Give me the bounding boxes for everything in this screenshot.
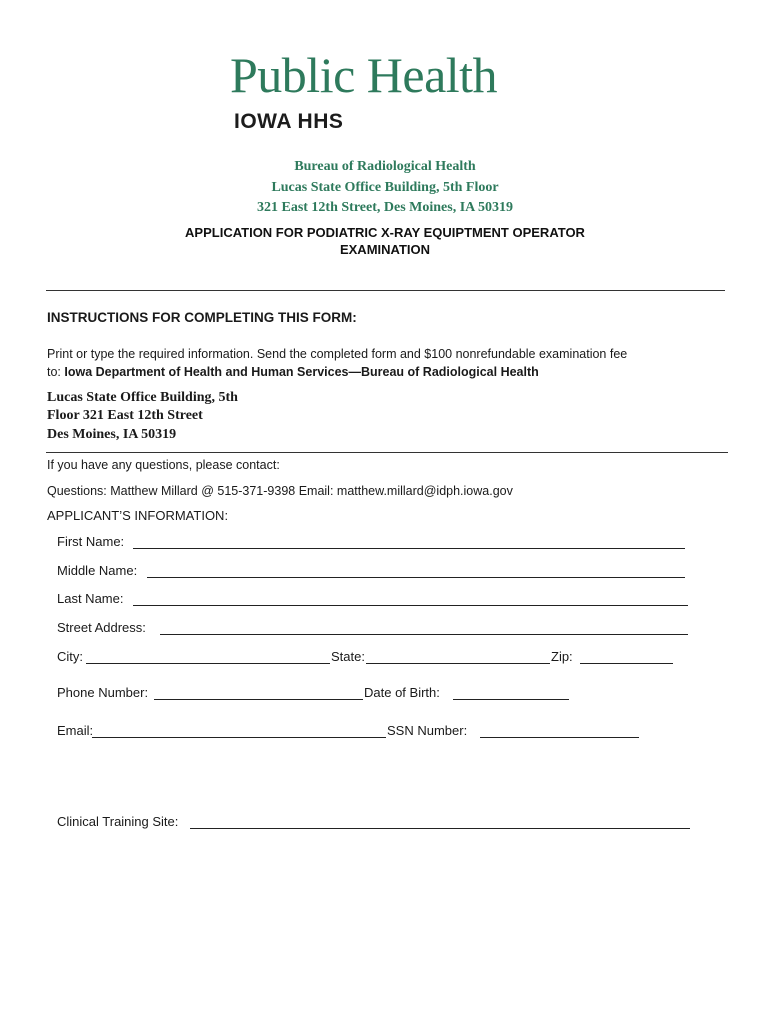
first-name-label: First Name: [57, 534, 125, 549]
first-name-field[interactable] [133, 548, 685, 549]
city-label: City: [57, 649, 83, 664]
state-label: State: [331, 649, 365, 664]
form-title-line1: APPLICATION FOR PODIATRIC X-RAY EQUIPTMENT OPERATOR [185, 225, 585, 240]
instructions-line1: Print or type the required information. Send the completed form and $100 nonrefundable examination fee [47, 347, 628, 361]
bureau-street: 321 East 12th Street, Des Moines, IA 50319 [256, 200, 513, 215]
clinical-site-field[interactable] [190, 828, 690, 829]
last-name-label: Last Name: [57, 591, 124, 606]
form-title [0, 224, 770, 258]
last-name-field[interactable] [133, 605, 688, 606]
logo-subtitle: IOWA HHS [234, 110, 344, 133]
dob-field[interactable] [453, 699, 569, 700]
state-field[interactable] [366, 663, 550, 664]
bureau-building: Lucas State Office Building, 5th Floor [271, 180, 499, 195]
instructions-to: to: [47, 365, 65, 379]
email-label: Email: [57, 723, 94, 738]
divider-top [46, 290, 725, 291]
address-line1: Lucas State Office Building, 5th [47, 390, 238, 405]
middle-name-label: Middle Name: [57, 563, 138, 578]
street-address-label: Street Address: [57, 620, 146, 635]
city-field[interactable] [86, 663, 330, 664]
email-field[interactable] [92, 737, 386, 738]
dob-label: Date of Birth: [364, 685, 440, 700]
instructions-heading: INSTRUCTIONS FOR COMPLETING THIS FORM: [47, 310, 357, 325]
applicant-heading: APPLICANT’S INFORMATION: [47, 508, 229, 523]
bureau-name: Bureau of Radiological Health [294, 159, 476, 174]
clinical-site-label: Clinical Training Site: [57, 814, 179, 829]
address-line2: Floor 321 East 12th Street [47, 408, 203, 423]
zip-label: Zip: [551, 649, 573, 664]
instructions-line2 [47, 365, 539, 379]
phone-field[interactable] [154, 699, 363, 700]
zip-field[interactable] [580, 663, 673, 664]
street-address-field[interactable] [160, 634, 688, 635]
contact-details: Questions: Matthew Millard @ 515-371-9398 Email: matthew.millard@idph.iowa.gov [47, 484, 513, 498]
address-line3: Des Moines, IA 50319 [47, 427, 177, 442]
middle-name-field[interactable] [147, 577, 685, 578]
phone-label: Phone Number: [57, 685, 149, 700]
form-title-line2: EXAMINATION [339, 242, 431, 257]
divider-middle [46, 452, 728, 453]
logo-title: Public Health [230, 47, 498, 103]
ssn-label: SSN Number: [387, 723, 468, 738]
instructions-recipient: Iowa Department of Health and Human Services—Bureau of Radiological Health [64, 365, 539, 379]
contact-intro: If you have any questions, please contact: [47, 458, 280, 472]
ssn-field[interactable] [480, 737, 639, 738]
